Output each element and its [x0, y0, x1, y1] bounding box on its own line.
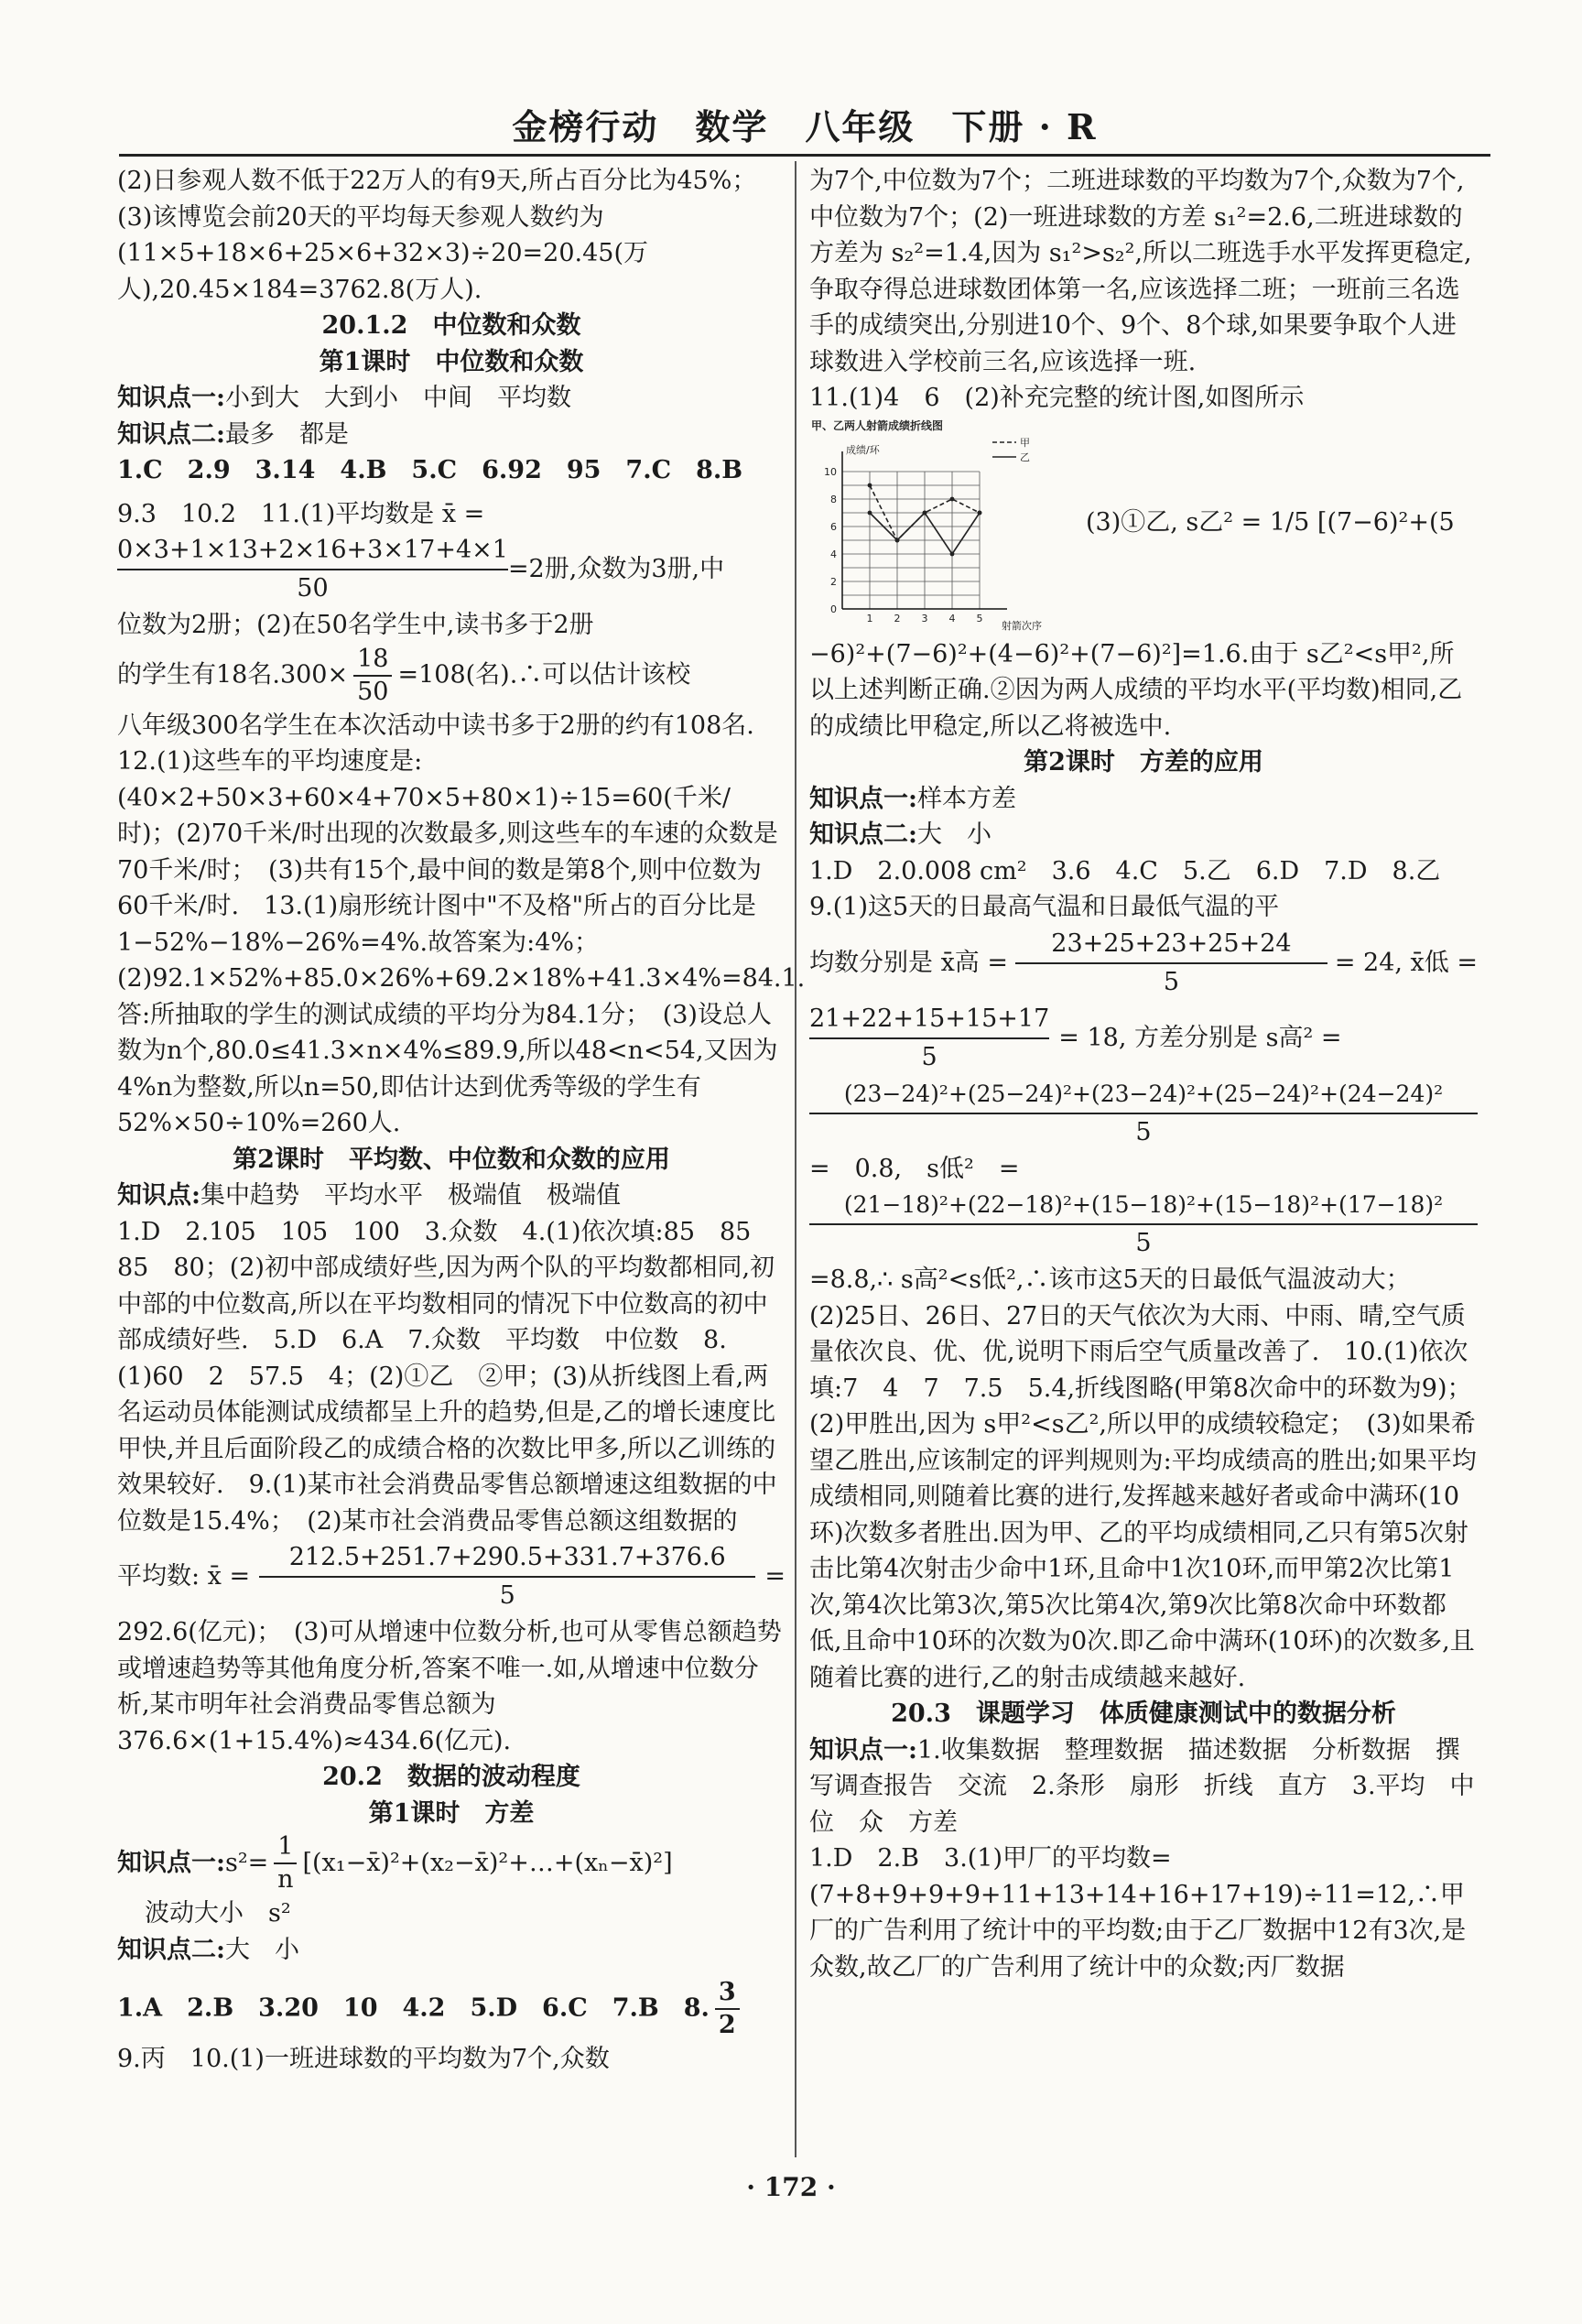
kp-label: 知识点二:: [117, 1935, 225, 1964]
kp-label: 知识点二:: [809, 820, 917, 849]
kp-label: 知识点一:: [809, 1735, 917, 1765]
fraction-denominator: 5: [1135, 1229, 1152, 1257]
fraction: [715, 1977, 740, 2041]
fraction-denominator: 5: [1135, 1117, 1152, 1146]
chart-row: [809, 417, 1478, 636]
page-header: [119, 99, 1490, 150]
lesson-heading: 第2课时 方差的应用: [1024, 748, 1263, 776]
answers-line: 1.C 2.9 3.14 4.B 5.C 6.92 95 7.C 8.B: [117, 456, 743, 484]
fraction-numerator: (21−18)²+(22−18)²+(15−18)²+(15−18)²+(17−18)²: [809, 1187, 1478, 1225]
left-column: [117, 163, 806, 2078]
text: [(x₁−x̄)²+(x₂−x̄)²+…+(xₙ−x̄)²]: [302, 1849, 673, 1878]
knowledge-point: [809, 781, 1478, 818]
kp-label: 知识点一:: [809, 784, 917, 813]
paragraph: 八年级300名学生在本次活动中读书多于2册的约有108名. 12.(1)这些车的平均速度是:(40×2+50×3+60×4+70×5+80×1)÷15=60(千米/时)；(2)70千米/时出现的次数最多,则这些车的车速的众数是70千米/时； (3)共有15个,最中间的数是第8个,则中位数为60千米/时. 13.(1)扇形统计图中"不及格"所占的百分比是1−52%−18%−26%=4%.故答案为:4%； (2)92.1×52%+85.0×26%+69.2×18%+41.3×4%=84.1.答:所抽取的学生的测试成绩的平均分为84.1分； (3)设总人数为n个,80.0≤41.3×n×4%≤89.9,所以48<n<54,又因为4%n为整数,所以n=50,即估计达到优秀等级的学生有52%×50÷10%=260人.: [117, 711, 806, 1137]
text: 均数分别是 x̄高 =: [809, 948, 1009, 977]
paragraph: 1.D 2.B 3.(1)甲厂的平均数=(7+8+9+9+9+11+13+14+16+17+19)÷11=12,∴甲厂的广告利用了统计中的平均数;由于乙厂数据中12有3次,是众数,故乙厂的广告利用了统计中的众数;丙厂数据: [809, 1844, 1467, 1982]
fraction: [274, 1831, 297, 1895]
knowledge-point: [809, 817, 1478, 853]
fraction-numerator: 0×3+1×13+2×16+3×17+4×1: [117, 532, 508, 570]
x-axis-label: 射箭次序: [1002, 619, 1042, 632]
fraction-numerator: 212.5+251.7+290.5+331.7+376.6: [259, 1539, 755, 1578]
fraction-numerator: 21+22+15+15+17: [809, 1001, 1049, 1039]
fraction: [809, 1187, 1478, 1262]
lesson-heading: 第1课时 中位数和众数: [319, 347, 584, 376]
data-point: [868, 510, 872, 515]
kp-text: 最多 都是: [224, 419, 349, 449]
legend-label: 甲: [1020, 436, 1030, 449]
chart-title: 甲、乙两人射箭成绩折线图: [811, 418, 944, 432]
paragraph: 为7个,中位数为7个；二班进球数的平均数为7个,众数为7个,中位数为7个；(2)一班进球数的方差 s₁²=2.6,二班进球数的方差为 s₂²=1.4,因为 s₁²>s₂²,所以二班选手水平发挥更稳定,争取夺得总进球数团体第一名,应该选择二班；一班前三名选手的成绩突出,分别进10个、9个、8个球,如果要争取个人进球数进入学校前三名,应该选择一班.: [809, 167, 1472, 376]
y-axis-label: 成绩/环: [846, 443, 880, 456]
y-tick-label: 4: [830, 548, 837, 560]
chart-marks: [868, 437, 1030, 556]
fraction-row: [117, 532, 786, 607]
data-point: [978, 510, 982, 515]
fraction-numerator: 1: [274, 1831, 297, 1864]
data-point: [950, 496, 955, 501]
fraction-tail: =2册,众数为3册,中: [507, 555, 725, 584]
fraction-numerator: 3: [715, 1977, 740, 2010]
kp-text: 小到大 大到小 中间 平均数: [224, 384, 571, 412]
answers-line: 9.丙 10.(1)一班进球数的平均数为7个,众数: [117, 2045, 610, 2073]
text: 平均数: x̄ =: [117, 1562, 251, 1591]
text: = 24, x̄低 =: [1334, 948, 1478, 977]
data-point: [923, 510, 927, 515]
kp-text: 1.收集数据 整理数据 描述数据 分析数据 撰写调查报告 交流 2.条形 扇形 折线 直方 3.平均 中位 众 方差: [809, 1735, 1475, 1837]
fraction-row: [809, 1001, 1478, 1076]
y-tick-label: 6: [830, 520, 837, 533]
y-tick-label: 8: [830, 493, 837, 505]
data-point: [895, 538, 900, 542]
fraction-numerator: 18: [353, 644, 392, 677]
knowledge-point: [117, 417, 786, 453]
kp-label: 知识点一:: [117, 1849, 225, 1878]
fraction: [353, 644, 392, 708]
paragraph: [117, 644, 786, 708]
fraction-numerator: (23−24)²+(25−24)²+(23−24)²+(25−24)²+(24−24)²: [809, 1076, 1478, 1114]
text: =108(名).∴可以估计该校: [397, 660, 691, 689]
x-tick-label: 5: [976, 612, 983, 624]
x-tick-label: 4: [948, 612, 956, 624]
paragraph: −6)²+(7−6)²+(4−6)²+(7−6)²]=1.6.由于 s乙²<s甲²,所以上述判断正确.②因为两人成绩的平均水平(平均数)相同,乙的成绩比甲稳定,所以乙将被选中.: [809, 639, 1463, 741]
column-divider: [795, 161, 796, 2157]
fraction-denominator: 5: [499, 1581, 515, 1610]
knowledge-point: [809, 1732, 1478, 1841]
page-number: · 172 ·: [746, 2172, 836, 2202]
fraction-denominator: n: [277, 1865, 294, 1894]
x-tick-label: 2: [894, 612, 901, 624]
text: =: [764, 1562, 786, 1591]
answers-line: 1.D 2.0.008 cm² 3.6 4.C 5.乙 6.D 7.D 8.乙 9.(1)这5天的日最高气温和日最低气温的平: [809, 856, 1466, 921]
answers-line: [117, 1977, 786, 2041]
fraction-denominator: 5: [1163, 967, 1180, 996]
fraction-row: [809, 926, 1478, 1001]
kp-text: 大 小: [224, 1935, 299, 1964]
y-tick-label: 10: [824, 465, 837, 478]
fraction-row: [117, 1539, 786, 1614]
text: 的学生有18名.300×: [117, 660, 349, 689]
kp-label: 知识点一:: [117, 384, 225, 412]
data-point: [950, 551, 955, 556]
chart-grid: [824, 451, 1007, 624]
y-tick-label: 0: [830, 603, 837, 615]
text: = 18, 方差分别是 s高² =: [1058, 1023, 1342, 1052]
fraction: [1015, 926, 1327, 1001]
header-rule: [119, 154, 1490, 157]
x-tick-label: 1: [866, 612, 873, 624]
knowledge-point: [117, 380, 786, 417]
knowledge-point: [117, 1831, 786, 1895]
fraction: [809, 1076, 1478, 1151]
fraction: [117, 532, 508, 607]
fraction-denominator: 50: [357, 677, 389, 706]
right-column: [809, 163, 1485, 1985]
paragraph: 位数为2册；(2)在50名学生中,读书多于2册: [117, 611, 594, 639]
data-point: [868, 483, 872, 487]
legend-label: 乙: [1020, 451, 1030, 463]
line-chart: [809, 417, 1075, 636]
paragraph: 11.(1)4 6 (2)补充完整的统计图,如图所示: [809, 384, 1305, 412]
paragraph: =8.8,∴ s高²<s低²,∴该市这5天的日最低气温波动大； (2)25日、26日、27日的天气依次为大雨、中雨、晴,空气质量依次良、优、优,说明下雨后空气质量改善了. 10.(1)依次填:7 4 7 7.5 5.4,折线图略(甲第8次命中的环数为9)； (2)甲胜出,因为 s甲²<s乙²,所以甲的成绩较稳定； (3)如果希望乙胜出,应该制定的评判规则为:平均成绩高的胜出;如果平均成绩相同,则随着比赛的进行,发挥越来越好者或命中满环(10环)次数多者胜出.因为甲、乙的平均成绩相同,乙只有第5次射击比第4次射击少命中1环,且命中1次10环,而甲第2次比第1次,第4次比第3次,第5次比第4次,第9次比第8次命中环数都低,且命中10环的次数为0次.即乙命中满环(10环)的次数多,且随着比赛的进行,乙的射击成绩越来越好.: [809, 1265, 1485, 1692]
paragraph: (2)日参观人数不低于22万人的有9天,所占百分比为45%； (3)该博览会前20天的平均每天参观人数约为(11×5+18×6+25×6+32×3)÷20=20.45(万人),20.45×184=3762.8(万人).: [117, 167, 769, 304]
kp-text: 集中趋势 平均水平 极端值 极端值: [200, 1181, 621, 1210]
lesson-heading: 第2课时 平均数、中位数和众数的应用: [233, 1145, 670, 1174]
lesson-heading: 第1课时 方差: [368, 1798, 535, 1828]
text: 1.A 2.B 3.20 10 4.2 5.D 6.C 7.B 8.: [117, 1993, 710, 2023]
fraction: [259, 1539, 755, 1614]
kp-label: 知识点二:: [117, 419, 225, 449]
text: s²=: [224, 1849, 269, 1878]
kp-text: 大 小: [916, 820, 991, 849]
y-tick-label: 2: [830, 575, 837, 588]
fraction-denominator: 5: [921, 1042, 937, 1071]
answers-line: 9.3 10.2 11.(1)平均数是 x̄ =: [117, 499, 485, 528]
header-title: 金榜行动 数学 八年级 下册 · R: [512, 106, 1098, 147]
paragraph: 292.6(亿元)； (3)可从增速中位数分析,也可从零售总额趋势或增速趋势等其他角度分析,答案不唯一.如,从增速中位数分析,某市明年社会消费品零售总额为376.6×(1+15.4%)≈434.6(亿元).: [117, 1618, 782, 1755]
fraction-denominator: 50: [297, 574, 329, 603]
paragraph: 波动大小 s²: [145, 1899, 291, 1928]
kp-text: 样本方差: [916, 784, 1016, 813]
x-tick-label: 3: [921, 612, 928, 624]
kp-label: 知识点:: [117, 1181, 200, 1210]
paragraph: = 0.8, s低² =: [809, 1154, 1020, 1183]
section-heading: 20.2 数据的波动程度: [322, 1763, 580, 1791]
section-heading: 20.3 课题学习 体质健康测试中的数据分析: [891, 1700, 1396, 1728]
fraction: [809, 1001, 1049, 1076]
knowledge-point: [117, 1178, 786, 1214]
paragraph: 1.D 2.105 105 100 3.众数 4.(1)依次填:85 85 85 80；(2)初中部成绩好些,因为两个队的平均数都相同,初中部的中位数高,所以在平均数相同的情况下中位数高的初中部成绩好些. 5.D 6.A 7.众数 平均数 中位数 8.(1)60 2 57.5 4；(2)①乙 ②甲；(3)从折线图上看,两名运动员体能测试成绩都呈上升的趋势,但是,乙的增长速度比甲快,并且后面阶段乙的成绩合格的次数比甲多,所以乙训练的效果较好. 9.(1)某市社会消费品零售总额增速这组数据的中位数是15.4%； (2)某市社会消费品零售总额这组数据的: [117, 1217, 777, 1536]
knowledge-point: [117, 1932, 786, 1969]
fraction-numerator: 23+25+23+25+24: [1015, 926, 1327, 964]
paragraph: (3)①乙, s乙² = 1/5 [(7−6)²+(5: [1086, 507, 1455, 537]
chart-svg: [809, 417, 1075, 636]
section-heading: 20.1.2 中位数和众数: [321, 311, 581, 340]
fraction-denominator: 2: [718, 2011, 736, 2039]
